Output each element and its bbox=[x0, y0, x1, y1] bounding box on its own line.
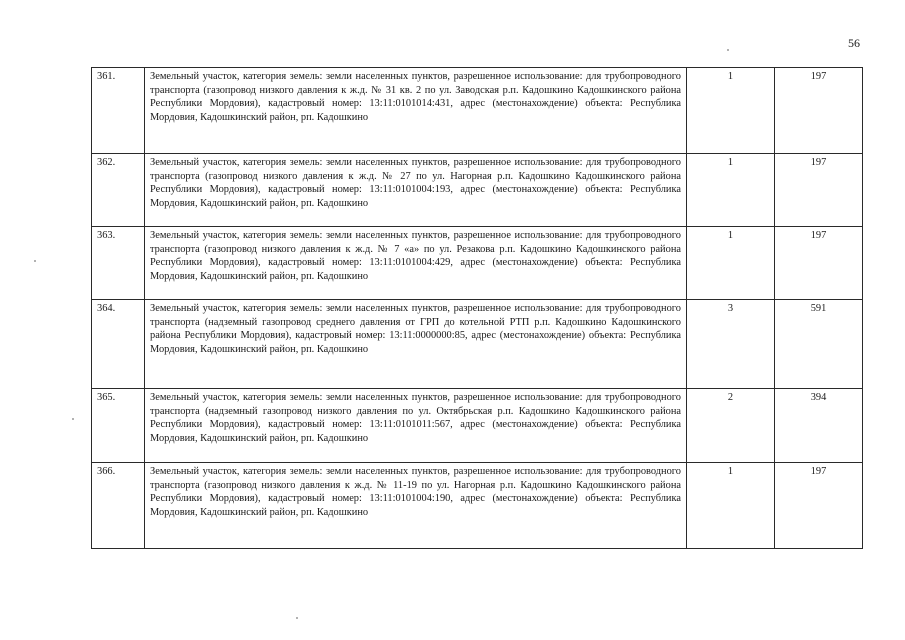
page-number: 56 bbox=[848, 36, 860, 50]
row-description: Земельный участок, категория земель: земли населенных пунктов, разрешенное использование: для трубопроводного транспорта (надземный газопровод среднего давления от ГРП до котельной РТП р.п. Кадошкино Кадошкинского района Республики Мордовия), кадастровый номер: 13:11:0000000:85, адрес (местонахождение) объекта: Республика Мордовия, Кадошкинский район, рп. Кадошкино bbox=[145, 300, 687, 389]
row-description: Земельный участок, категория земель: земли населенных пунктов, разрешенное использование: для трубопроводного транспорта (газопровод низкого давления к ж.д. № 27 по ул. Нагорная р.п. Кадошкино Кадошкинского района Республики Мордовия), кадастровый номер: 13:11:0101004:193, адрес (местонахождение) объекта: Республика Мордовия, Кадошкинский район, рп. Кадошкино bbox=[145, 154, 687, 227]
row-description: Земельный участок, категория земель: земли населенных пунктов, разрешенное использование: для трубопроводного транспорта (надземный газопровод низкого давления по ул. Октябрьская р.п. Кадошкино Кадошкинского района Республики Мордовия), кадастровый номер: 13:11:0101011:567, адрес (местонахождение) объекта: Республика Мордовия, Кадошкинский район, рп. Кадошкино bbox=[145, 389, 687, 463]
table-row bbox=[92, 389, 863, 463]
row-description: Земельный участок, категория земель: земли населенных пунктов, разрешенное использование: для трубопроводного транспорта (газопровод низкого давления к ж.д. № 7 «а» по ул. Резакова р.п. Кадошкино Кадошкинского района Республики Мордовия), кадастровый номер: 13:11:0101004:429, адрес (местонахождение) объекта: Республика Мордовия, Кадошкинский район, рп. Кадошкино bbox=[145, 227, 687, 300]
row-quantity: 2 bbox=[687, 389, 775, 463]
scan-speck bbox=[296, 617, 298, 619]
row-area: 591 bbox=[775, 300, 863, 389]
scan-speck bbox=[34, 260, 36, 262]
table-row bbox=[92, 154, 863, 227]
row-number: 361. bbox=[92, 68, 145, 154]
row-area: 394 bbox=[775, 389, 863, 463]
table-row bbox=[92, 463, 863, 549]
row-number: 362. bbox=[92, 154, 145, 227]
row-description: Земельный участок, категория земель: земли населенных пунктов, разрешенное использование: для трубопроводного транспорта (газопровод низкого давления к ж.д. № 31 кв. 2 по ул. Заводская р.п. Кадошкино Кадошкинского района Республики Мордовия), кадастровый номер: 13:11:0101014:431, адрес (местонахождение) объекта: Республика Мордовия, Кадошкинский район, рп. Кадошкино bbox=[145, 68, 687, 154]
row-area: 197 bbox=[775, 154, 863, 227]
table-row bbox=[92, 227, 863, 300]
row-number: 365. bbox=[92, 389, 145, 463]
row-number: 363. bbox=[92, 227, 145, 300]
row-quantity: 1 bbox=[687, 463, 775, 549]
row-area: 197 bbox=[775, 68, 863, 154]
row-area: 197 bbox=[775, 463, 863, 549]
row-number: 366. bbox=[92, 463, 145, 549]
row-quantity: 1 bbox=[687, 68, 775, 154]
scan-speck bbox=[727, 49, 729, 51]
row-quantity: 3 bbox=[687, 300, 775, 389]
row-area: 197 bbox=[775, 227, 863, 300]
property-registry-table bbox=[91, 67, 863, 549]
table-row bbox=[92, 300, 863, 389]
scan-speck bbox=[72, 418, 74, 420]
table-row bbox=[92, 68, 863, 154]
row-quantity: 1 bbox=[687, 227, 775, 300]
row-number: 364. bbox=[92, 300, 145, 389]
row-quantity: 1 bbox=[687, 154, 775, 227]
row-description: Земельный участок, категория земель: земли населенных пунктов, разрешенное использование: для трубопроводного транспорта (газопровод низкого давления к ж.д. № 11-19 по ул. Нагорная р.п. Кадошкино Кадошкинского района Республики Мордовия), кадастровый номер: 13:11:0101004:190, адрес (местонахождение) объекта: Республика Мордовия, Кадошкинский район, рп. Кадошкино bbox=[145, 463, 687, 549]
